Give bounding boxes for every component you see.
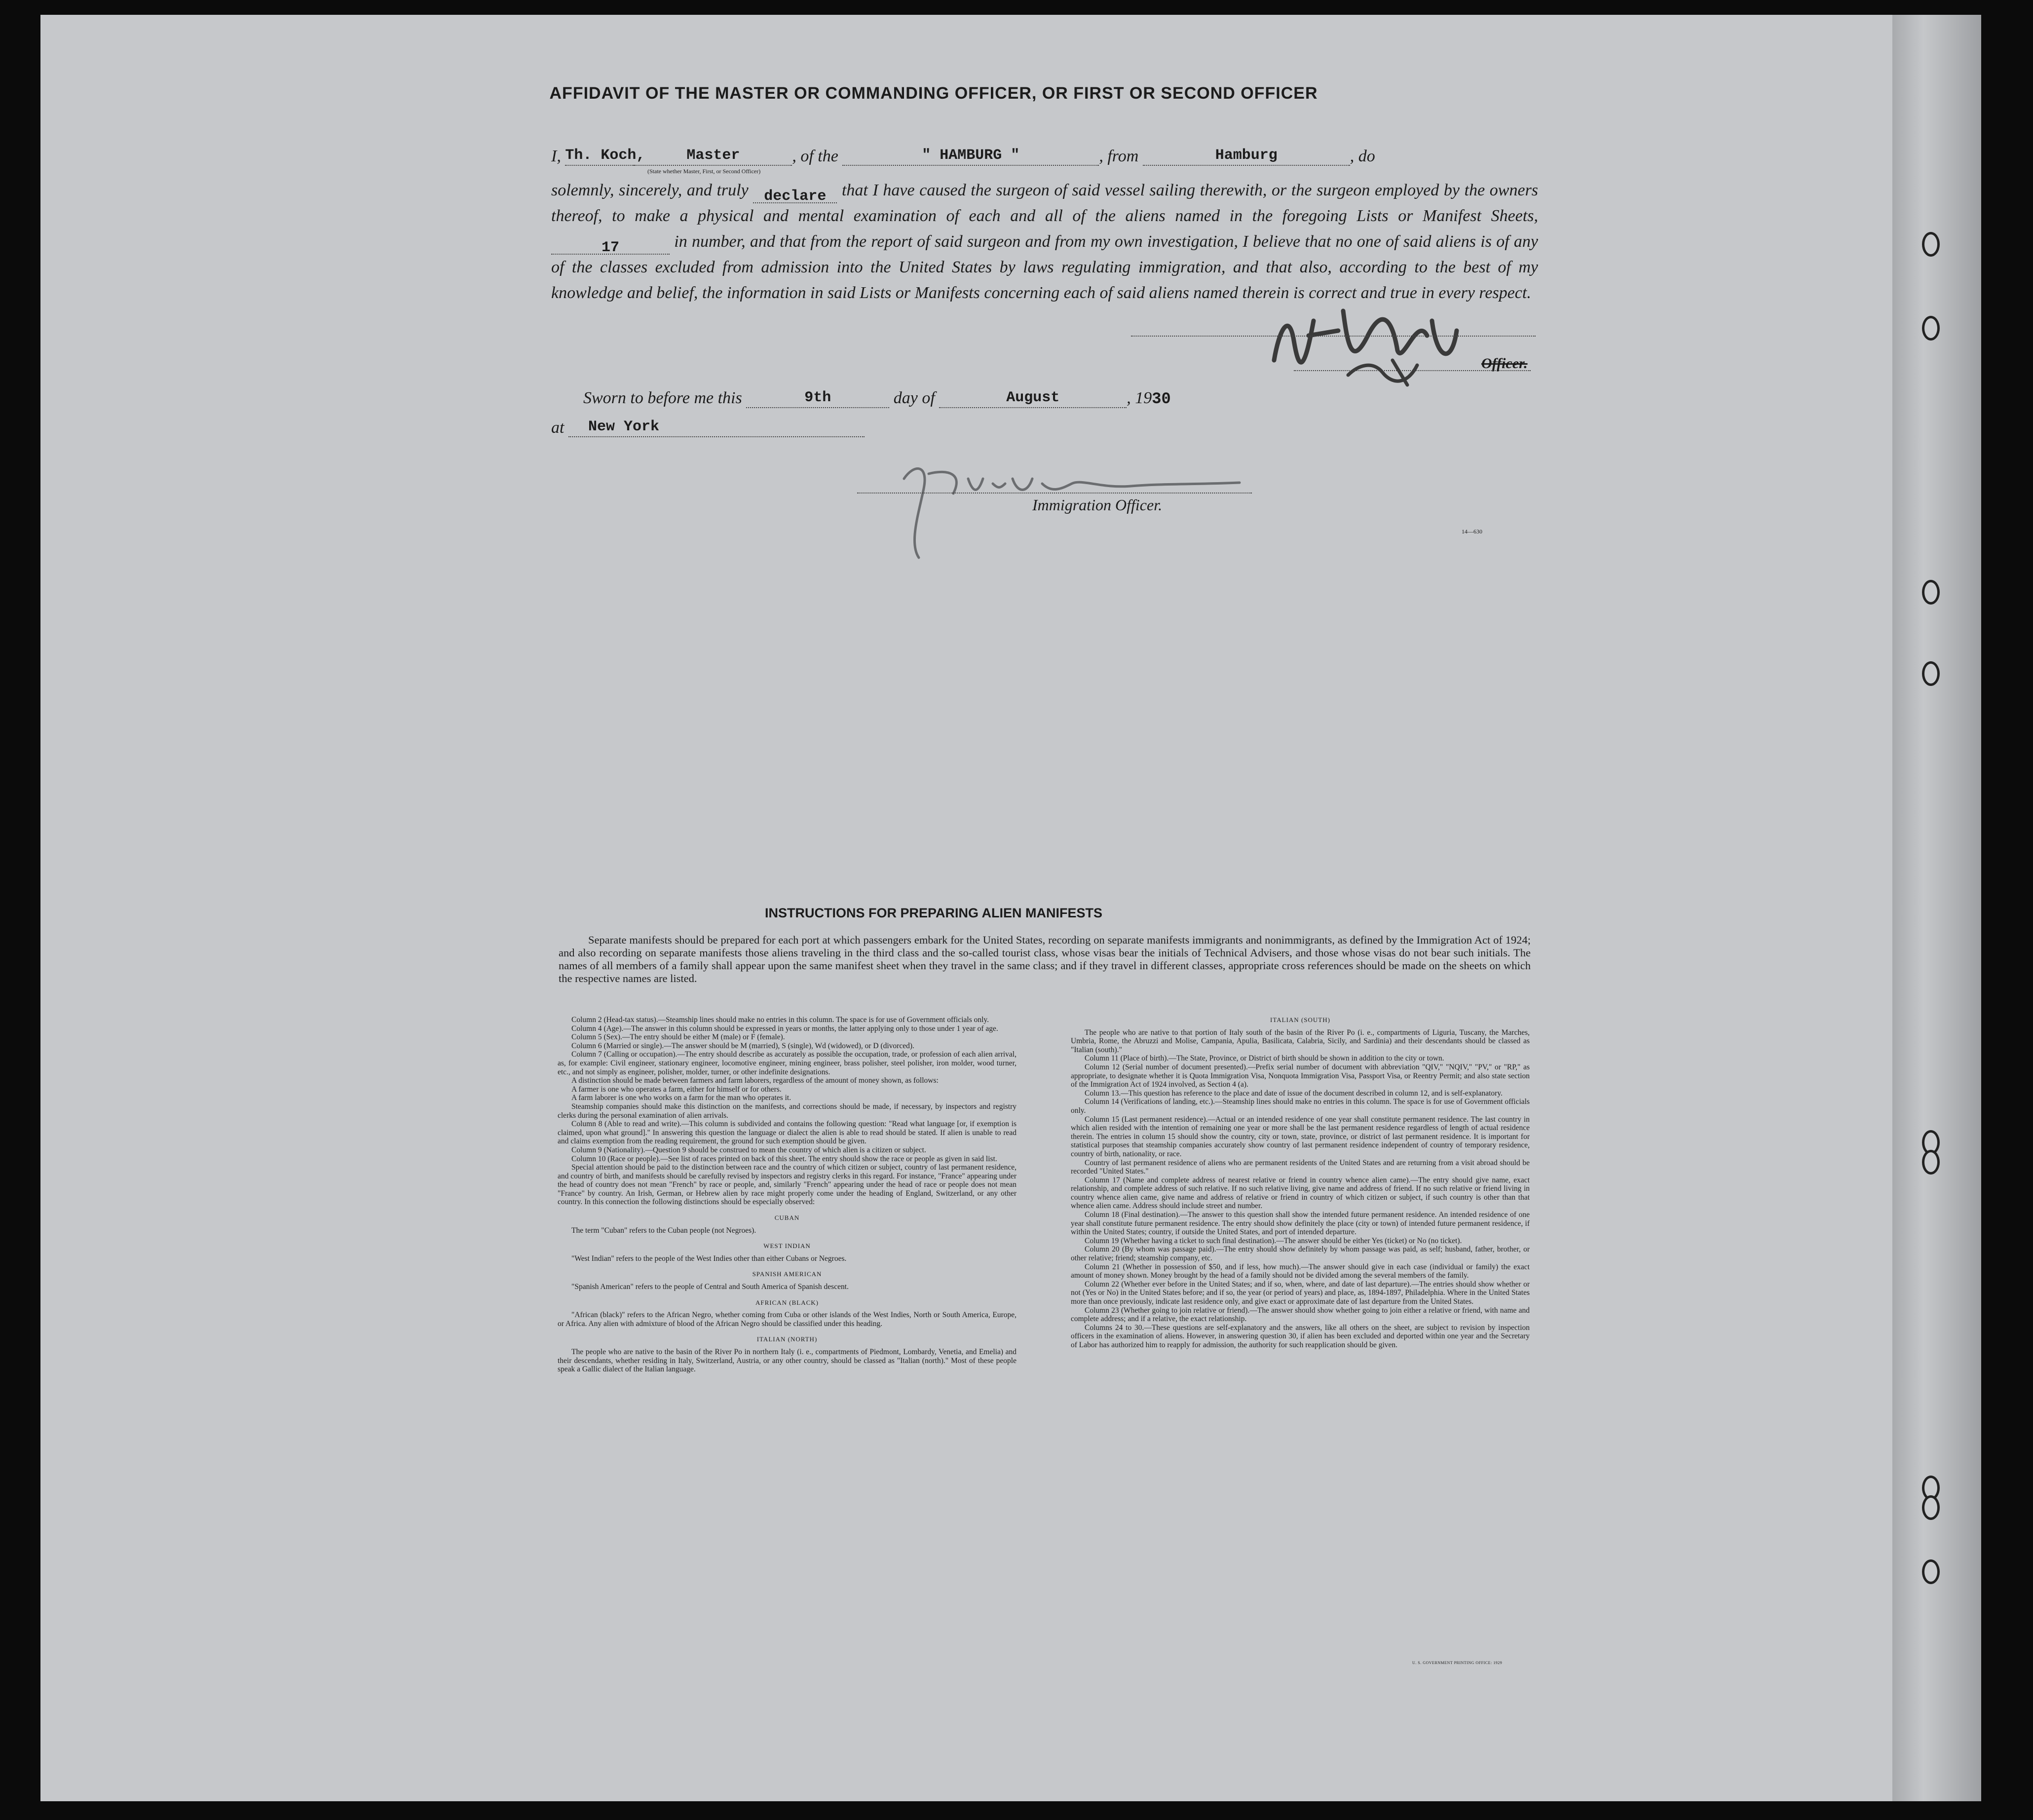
- binding-hole: [1922, 316, 1940, 341]
- affidavit-i: I,: [551, 147, 561, 165]
- affidavit-of-the: , of the: [792, 147, 838, 165]
- instruction-paragraph: Column 21 (Whether in possession of $50, and if less, how much).—The answer should give in each case (individual or family) the exact amount of money shown. Money brought by the head of a family should not be divided among the several members of the family.: [1071, 1262, 1530, 1280]
- sworn-line: [583, 389, 1570, 408]
- sworn-year-field: 30: [1152, 390, 1171, 408]
- section-heading: ITALIAN (NORTH): [756, 1335, 818, 1343]
- binding-hole: [1922, 1150, 1940, 1175]
- instruction-paragraph: Steamship companies should make this distinction on the manifests, and corrections should be made, if necessary, by inspectors and registry clerks during the personal examination of alien arrivals.: [558, 1102, 1016, 1120]
- sworn-place-line: [551, 418, 1538, 437]
- affidavit-rank-note: (State whether Master, First, or Second Officer): [647, 168, 761, 175]
- binding-strip: [1892, 15, 1981, 1801]
- affidavit-from: , from: [1099, 147, 1139, 165]
- instruction-paragraph: A distinction should be made between farmers and farm laborers, regardless of the amount of money shown, as follows:: [571, 1076, 939, 1085]
- signature-line-1: [1131, 336, 1536, 337]
- instruction-paragraph: Column 13.—This question has reference to the place and date of issue of the document described in column 12, and is self-explanatory.: [1085, 1089, 1503, 1098]
- section-heading: ITALIAN (SOUTH): [1270, 1016, 1330, 1024]
- affidavit-line2c: in number, and that from the report of said surgeon and from my own investigation, I believe that no one of said aliens is of any of the classes excluded from admission into the United States by laws regulating immigration, and that also, according to the best of my knowledge and belief, the information in said Lists or Manifests concerning each of said aliens named therein is correct and true in every respect.: [551, 232, 1538, 302]
- sworn-day-of: day of: [893, 389, 935, 407]
- instruction-paragraph: Column 19 (Whether having a ticket to such final destination).—The answer should be either Yes (ticket) or No (no ticket).: [1085, 1236, 1462, 1245]
- instruction-paragraph: "West Indian" refers to the people of the West Indies other than either Cubans or Negroes.: [571, 1254, 847, 1263]
- instruction-paragraph: Column 22 (Whether ever before in the United States; and if so, when, where, and date of last departure).—The entries should show whether or not (Yes or No) in the United States before; and if so, the year (or period of years) and place, as, 1894-1897, Philadelphia. Where in the United States more than once previously, indicate last residence only, and give exact or approximate date of last departure from the United States.: [1071, 1280, 1530, 1306]
- manifest-sheet: [40, 15, 1933, 1801]
- sworn-text: Sworn to before me this: [583, 389, 742, 407]
- affidavit-line2a: solemnly, sincerely, and truly: [551, 181, 749, 199]
- instructions-title: INSTRUCTIONS FOR PREPARING ALIEN MANIFESTS: [764, 906, 1103, 920]
- instruction-paragraph: "African (black)" refers to the African Negro, whether coming from Cuba or other islands of the West Indies, North or South America, Europe, or Africa. Any alien with admixture of blood of the African Negro should be classified under this heading.: [558, 1311, 1016, 1328]
- instruction-paragraph: Column 17 (Name and complete address of nearest relative or friend in country whence alien came).—The entry should give name, exact relationship, and complete address of such relative. If no such relative living, give name and address of friend. If no such relative or friend living in country whence alien came, give name and address of relative or friend in country of which citizen or subject, if such country is other than that whence alien came. Address should include street and number.: [1071, 1175, 1530, 1211]
- instruction-paragraph: Column 10 (Race or people).—See list of races printed on back of this sheet. The entry should show the race or people as given in said list.: [571, 1154, 997, 1163]
- instruction-paragraph: Column 20 (By whom was passage paid).—The entry should show definitely by whom passage was paid, as self; husband, father, brother, or other relative; friend; steamship company, etc.: [1071, 1245, 1530, 1263]
- instruction-paragraph: "Spanish American" refers to the people of Central and South America of Spanish descent.: [571, 1283, 849, 1291]
- binding-hole: [1922, 580, 1940, 605]
- binding-hole: [1922, 661, 1940, 686]
- instruction-paragraph: Country of last permanent residence of aliens who are permanent residents of the United States and are returning from a visit abroad should be recorded "United States.": [1071, 1158, 1530, 1176]
- instruction-paragraph: Column 18 (Final destination).—The answer to this question shall show the intended future permanent residence. An intended residence of one year shall constitute future permanent residence. The entry should show definitely the place (city or town) of intended future permanent residence, if within the United States; country, if outside the United States, and port of intended departure.: [1071, 1211, 1530, 1237]
- affidavit-do: , do: [1350, 147, 1375, 165]
- instruction-paragraph: Column 14 (Verifications of landing, etc.).—Steamship lines should make no entries in this column. The space is for use of Government officials only.: [1071, 1098, 1530, 1115]
- sworn-place-field: New York: [568, 418, 865, 437]
- sworn-year-prefix: , 19: [1127, 389, 1152, 407]
- affidavit-title: AFFIDAVIT OF THE MASTER OR COMMANDING OFFICER, OR FIRST OR SECOND OFFICER: [549, 84, 1318, 103]
- affidavit-body: [551, 178, 1538, 306]
- instruction-paragraph: A farm laborer is one who works on a farm for the man who operates it.: [571, 1094, 791, 1102]
- instructions-left-column: [558, 1016, 1016, 1374]
- section-heading: SPANISH AMERICAN: [752, 1270, 822, 1278]
- section-heading: AFRICAN (BLACK): [755, 1298, 819, 1306]
- instruction-paragraph: Column 4 (Age).—The answer in this column should be expressed in years or months, the latter applying only to those under 1 year of age.: [571, 1024, 998, 1033]
- affidavit-rank-field: Master: [634, 147, 792, 166]
- instructions-right-column: [1071, 1016, 1530, 1350]
- binding-hole: [1922, 232, 1940, 257]
- sworn-day-field: 9th: [746, 389, 889, 408]
- officer-word-struck: Officer.: [1481, 355, 1528, 372]
- section-heading: WEST INDIAN: [763, 1242, 811, 1250]
- instruction-paragraph: Column 12 (Serial number of document presented).—Prefix serial number of document with abbreviation "QIV," "NQIV," "PV," or "RP," as appropriate, to designate whether it is Quota Immigration Visa, Nonquota Immigration Visa, Passport Visa, or Reentry Permit; and also state section of the Immigration Act of 1924 involved, as Section 4 (a).: [1071, 1062, 1530, 1089]
- affidavit-first-line: [551, 147, 1538, 166]
- binding-hole: [1922, 1495, 1940, 1520]
- binding-hole: [1922, 1559, 1940, 1584]
- instruction-paragraph: A farmer is one who operates a farm, either for himself or for others.: [571, 1085, 782, 1094]
- affidavit-count-field: 17: [551, 235, 670, 255]
- affidavit-port-field: Hamburg: [1143, 147, 1350, 166]
- instruction-paragraph: The people who are native to the basin of the River Po in northern Italy (i. e., compartments of Piedmont, Lombardy, Venetia, and Emelia) and their descendants, whether residing in Italy, Switzerland, Austria, or any other country, should be classed as "Italian (north)." Most of these people speak a Gallic dialect of the Italian language.: [558, 1348, 1016, 1374]
- section-heading: CUBAN: [774, 1214, 800, 1222]
- form-number: 14—630: [1462, 528, 1482, 535]
- affidavit-vessel-field: " HAMBURG ": [842, 147, 1099, 166]
- printer-note: U. S. GOVERNMENT PRINTING OFFICE: 1929: [1412, 1661, 1503, 1665]
- instruction-paragraph: Column 9 (Nationality).—Question 9 should be construed to mean the country of which alien is a citizen or subject.: [571, 1145, 926, 1154]
- instruction-paragraph: Column 7 (Calling or occupation).—The entry should describe as accurately as possible the occupation, trade, or profession of each alien arrival, as, for example: Civil engineer, stationary engineer, locomotive engineer, mining engineer, brass polisher, steel polisher, iron molder, wood turner, etc., and not simply as engineer, polisher, molder, turner, or other indefinite designations.: [558, 1050, 1016, 1076]
- immigration-officer-label: Immigration Officer.: [1032, 496, 1163, 514]
- instruction-paragraph: Column 2 (Head-tax status).—Steamship lines should make no entries in this column. The space is for use of Government officials only.: [571, 1016, 989, 1024]
- instruction-paragraph: The people who are native to that portion of Italy south of the basin of the River Po (i. e., compartments of Liguria, Tuscany, the Marches, Umbria, Rome, the Abruzzi and Molise, Campania, Apulia, Basilicata, Calabria, Sicily, and Sardinia) and their descendants should be classed as "Italian (south).": [1071, 1028, 1530, 1054]
- sworn-month-field: August: [939, 389, 1127, 408]
- instruction-paragraph: Special attention should be paid to the distinction between race and the country of which citizen or subject, country of last permanent residence, and country of birth, and manifests should be carefully revised by inspectors and registry clerks in this regard. For instance, "France" appearing under the head of country does not mean "French" by race or people, and, similarly "French" appearing under the head of race or people does not mean "France" by country. An Irish, German, or Hebrew alien by race might properly come under the heading of England, Switzerland, or any other country. In this connection the following distinctions should be especially observed:: [558, 1163, 1016, 1207]
- instruction-paragraph: Column 8 (Able to read and write).—This column is subdivided and contains the following question: "Read what language [or, if exemption is claimed, upon what ground]." In answering this question the language or dialect the alien is able to read should be stated. If alien is unable to read and claims exemption from the reading requirement, the ground for such exemption should be given.: [558, 1120, 1016, 1146]
- instruction-paragraph: Column 6 (Married or single).—The answer should be M (married), S (single), Wd (widowed), or D (divorced).: [571, 1041, 914, 1050]
- instructions-intro: Separate manifests should be prepared for each port at which passengers embark for the United States, recording on separate manifests immigrants and nonimmigrants, as defined by the Immigration Act of 1924; and also recording on separate manifests those aliens traveling in the third class and the so-called tourist class, whose visas bear the initials of Technical Advisers, and those whose visas do not bear such initials. The names of all members of a family shall appear upon the same manifest sheet when they travel in the same class; and if they travel in different classes, appropriate cross references should be made on the sheets on which the respective names are listed.: [559, 934, 1531, 985]
- instruction-paragraph: Column 15 (Last permanent residence).—Actual or an intended residence of one year shall constitute permanent residence. The last country in which alien resided with the intention of remaining one year or more shall be the last permanent residence regardless of length of actual residence therein. The entries in column 15 should show the country, city or town, state, province, or district of last permanent residence. It is important for statistical purposes that steamship companies accurately show country of last permanent residence independent of country of temporary residence, country of birth, nationality, or race.: [1071, 1115, 1530, 1158]
- master-signature: [1244, 291, 1590, 395]
- affidavit-line2b: that I have caused the surgeon of said vessel sailing therewith, or the surgeon employed by the owners thereof, to make a physical and mental examination of each and all of the aliens named in the foregoing Lists or Manifest Sheets,: [551, 181, 1539, 225]
- instruction-paragraph: Column 5 (Sex).—The entry should be either M (male) or F (female).: [571, 1033, 785, 1042]
- affidavit-name-field: Th. Koch,: [565, 147, 634, 166]
- instruction-paragraph: Column 11 (Place of birth).—The State, Province, or District of birth should be shown in addition to the city or town.: [1085, 1054, 1444, 1063]
- affidavit-declare-field: declare: [753, 184, 837, 203]
- instruction-paragraph: The term "Cuban" refers to the Cuban people (not Negroes).: [571, 1226, 756, 1235]
- instruction-paragraph: Columns 24 to 30.—These questions are self-explanatory and the answers, like all others on the sheet, are subject to revision by inspection officers in the examination of aliens. However, in answering question 30, if alien has been excluded and deported within one year and the Secretary of Labor has authorized him to reapply for admission, the authority for such reapplication should be given.: [1071, 1323, 1530, 1349]
- sworn-at: at: [551, 418, 565, 437]
- instruction-paragraph: Column 23 (Whether going to join relative or friend).—The answer should show whether going to join either a relative or friend, with name and complete address; and if a relative, the exact relationship.: [1071, 1306, 1530, 1324]
